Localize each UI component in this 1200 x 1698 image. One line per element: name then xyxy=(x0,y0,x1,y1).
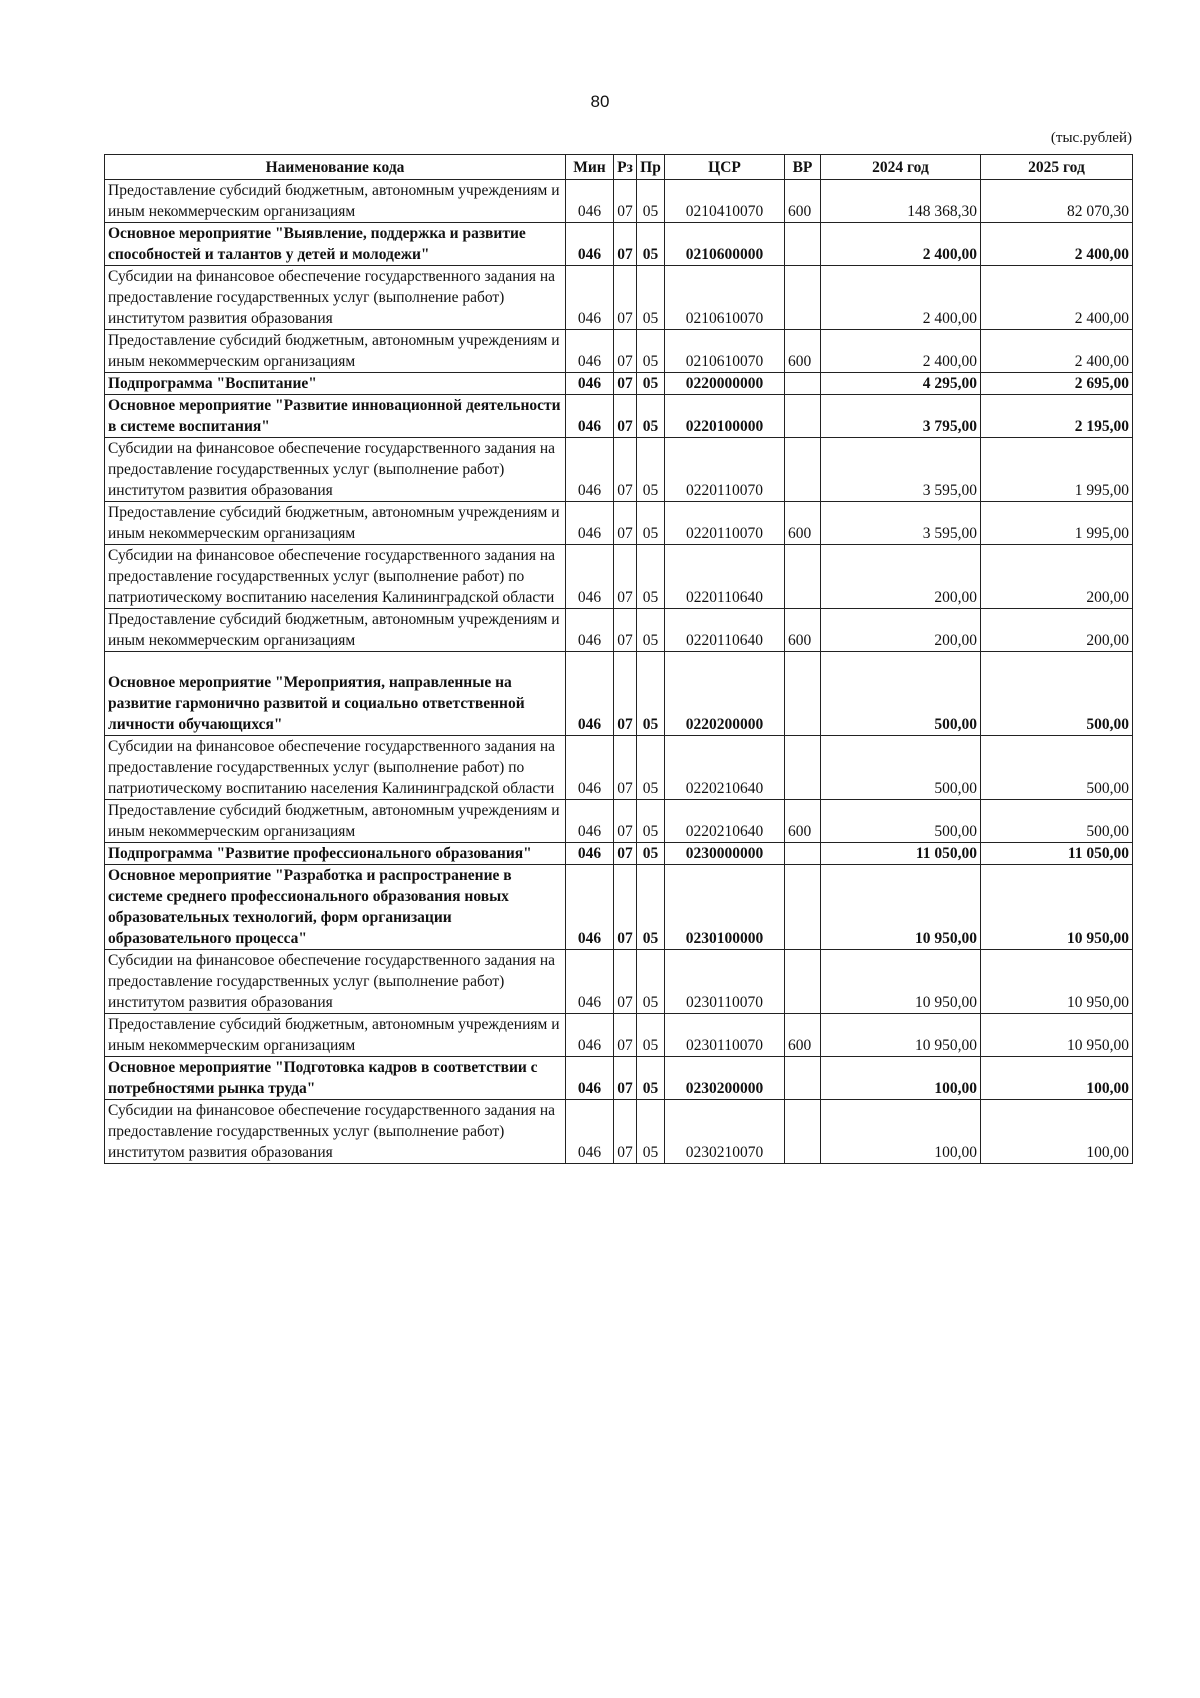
header-2025: 2025 год xyxy=(981,155,1133,180)
table-body xyxy=(105,180,1133,1164)
cell-rz: 07 xyxy=(614,438,637,502)
table-row xyxy=(105,438,1133,502)
table-row xyxy=(105,609,1133,652)
table-row xyxy=(105,843,1133,865)
cell-rz: 07 xyxy=(614,395,637,438)
cell-min: 046 xyxy=(566,330,614,373)
cell-2024: 11 050,00 xyxy=(821,843,981,865)
cell-name: Предоставление субсидий бюджетным, автономным учреждениям и иным некоммерческим организациям xyxy=(105,609,566,652)
cell-pr: 05 xyxy=(637,950,665,1014)
cell-name: Субсидии на финансовое обеспечение государственного задания на предоставление государственных услуг (выполнение работ) институтом развития образования xyxy=(105,950,566,1014)
cell-csr: 0210610070 xyxy=(665,266,785,330)
header-pr: Пр xyxy=(637,155,665,180)
cell-min: 046 xyxy=(566,373,614,395)
table-row xyxy=(105,545,1133,609)
cell-2024: 4 295,00 xyxy=(821,373,981,395)
cell-min: 046 xyxy=(566,843,614,865)
cell-min: 046 xyxy=(566,266,614,330)
cell-pr: 05 xyxy=(637,330,665,373)
cell-min: 046 xyxy=(566,1014,614,1057)
cell-pr: 05 xyxy=(637,800,665,843)
table-row xyxy=(105,950,1133,1014)
cell-name: Субсидии на финансовое обеспечение государственного задания на предоставление государственных услуг (выполнение работ) институтом развития образования xyxy=(105,1100,566,1164)
cell-csr: 0220110070 xyxy=(665,438,785,502)
cell-name: Субсидии на финансовое обеспечение государственного задания на предоставление государственных услуг (выполнение работ) институтом развития образования xyxy=(105,438,566,502)
cell-2024: 10 950,00 xyxy=(821,950,981,1014)
table-header-row xyxy=(105,155,1133,180)
cell-pr: 05 xyxy=(637,373,665,395)
cell-pr: 05 xyxy=(637,266,665,330)
cell-pr: 05 xyxy=(637,865,665,950)
cell-pr: 05 xyxy=(637,438,665,502)
cell-csr: 0210600000 xyxy=(665,223,785,266)
cell-name: Подпрограмма "Воспитание" xyxy=(105,373,566,395)
cell-2024: 2 400,00 xyxy=(821,330,981,373)
cell-csr: 0230110070 xyxy=(665,950,785,1014)
cell-vr: 600 xyxy=(785,609,821,652)
cell-rz: 07 xyxy=(614,1057,637,1100)
cell-min: 046 xyxy=(566,609,614,652)
cell-name: Субсидии на финансовое обеспечение государственного задания на предоставление государственных услуг (выполнение работ) институтом развития образования xyxy=(105,266,566,330)
table-row xyxy=(105,652,1133,736)
cell-2024: 500,00 xyxy=(821,736,981,800)
cell-name: Основное мероприятие "Выявление, поддержка и развитие способностей и талантов у детей и молодежи" xyxy=(105,223,566,266)
cell-2025: 10 950,00 xyxy=(981,1014,1133,1057)
cell-csr: 0230110070 xyxy=(665,1014,785,1057)
cell-rz: 07 xyxy=(614,865,637,950)
cell-name: Основное мероприятие "Подготовка кадров в соответствии с потребностями рынка труда" xyxy=(105,1057,566,1100)
cell-rz: 07 xyxy=(614,373,637,395)
cell-pr: 05 xyxy=(637,652,665,736)
header-rz: Рз xyxy=(614,155,637,180)
cell-csr: 0230210070 xyxy=(665,1100,785,1164)
cell-2024: 500,00 xyxy=(821,652,981,736)
cell-2024: 10 950,00 xyxy=(821,865,981,950)
table-row xyxy=(105,865,1133,950)
page-number: 80 xyxy=(590,92,610,111)
cell-name: Предоставление субсидий бюджетным, автономным учреждениям и иным некоммерческим организациям xyxy=(105,1014,566,1057)
table-row xyxy=(105,736,1133,800)
cell-2025: 2 695,00 xyxy=(981,373,1133,395)
cell-2025: 82 070,30 xyxy=(981,180,1133,223)
header-vr: ВР xyxy=(785,155,821,180)
cell-min: 046 xyxy=(566,800,614,843)
cell-csr: 0220110640 xyxy=(665,545,785,609)
cell-min: 046 xyxy=(566,652,614,736)
cell-min: 046 xyxy=(566,438,614,502)
cell-vr: 600 xyxy=(785,502,821,545)
cell-min: 046 xyxy=(566,223,614,266)
cell-pr: 05 xyxy=(637,502,665,545)
table-row xyxy=(105,223,1133,266)
cell-name: Предоставление субсидий бюджетным, автономным учреждениям и иным некоммерческим организациям xyxy=(105,330,566,373)
cell-2024: 2 400,00 xyxy=(821,223,981,266)
header-name: Наименование кода xyxy=(105,155,566,180)
cell-2025: 2 400,00 xyxy=(981,266,1133,330)
cell-csr: 0220200000 xyxy=(665,652,785,736)
cell-2025: 11 050,00 xyxy=(981,843,1133,865)
cell-2024: 100,00 xyxy=(821,1100,981,1164)
cell-2024: 3 595,00 xyxy=(821,502,981,545)
cell-pr: 05 xyxy=(637,180,665,223)
table-row xyxy=(105,266,1133,330)
cell-2024: 500,00 xyxy=(821,800,981,843)
cell-csr: 0220210640 xyxy=(665,800,785,843)
table-row xyxy=(105,1014,1133,1057)
cell-rz: 07 xyxy=(614,843,637,865)
cell-min: 046 xyxy=(566,865,614,950)
cell-rz: 07 xyxy=(614,950,637,1014)
cell-min: 046 xyxy=(566,545,614,609)
cell-vr xyxy=(785,223,821,266)
table-row xyxy=(105,1057,1133,1100)
cell-vr xyxy=(785,545,821,609)
cell-csr: 0230100000 xyxy=(665,865,785,950)
table-row xyxy=(105,180,1133,223)
cell-min: 046 xyxy=(566,1100,614,1164)
cell-2024: 3 595,00 xyxy=(821,438,981,502)
cell-2025: 200,00 xyxy=(981,545,1133,609)
header-2024: 2024 год xyxy=(821,155,981,180)
cell-2025: 10 950,00 xyxy=(981,865,1133,950)
cell-csr: 0220000000 xyxy=(665,373,785,395)
cell-2025: 500,00 xyxy=(981,800,1133,843)
cell-vr xyxy=(785,395,821,438)
header-csr: ЦСР xyxy=(665,155,785,180)
cell-csr: 0220100000 xyxy=(665,395,785,438)
cell-rz: 07 xyxy=(614,223,637,266)
cell-vr: 600 xyxy=(785,330,821,373)
cell-pr: 05 xyxy=(637,395,665,438)
cell-rz: 07 xyxy=(614,545,637,609)
cell-vr: 600 xyxy=(785,800,821,843)
table-row xyxy=(105,1100,1133,1164)
cell-rz: 07 xyxy=(614,502,637,545)
cell-2025: 500,00 xyxy=(981,652,1133,736)
cell-pr: 05 xyxy=(637,843,665,865)
cell-vr xyxy=(785,652,821,736)
cell-name: Основное мероприятие "Развитие инновационной деятельности в системе воспитания" xyxy=(105,395,566,438)
cell-vr xyxy=(785,950,821,1014)
cell-rz: 07 xyxy=(614,736,637,800)
cell-2025: 2 400,00 xyxy=(981,330,1133,373)
cell-2025: 200,00 xyxy=(981,609,1133,652)
cell-rz: 07 xyxy=(614,800,637,843)
cell-pr: 05 xyxy=(637,223,665,266)
cell-rz: 07 xyxy=(614,609,637,652)
table-row xyxy=(105,373,1133,395)
header-min: Мин xyxy=(566,155,614,180)
cell-csr: 0230000000 xyxy=(665,843,785,865)
table-row xyxy=(105,800,1133,843)
cell-rz: 07 xyxy=(614,330,637,373)
cell-2025: 100,00 xyxy=(981,1100,1133,1164)
cell-2025: 500,00 xyxy=(981,736,1133,800)
cell-min: 046 xyxy=(566,950,614,1014)
cell-2025: 1 995,00 xyxy=(981,438,1133,502)
cell-2025: 10 950,00 xyxy=(981,950,1133,1014)
cell-2025: 100,00 xyxy=(981,1057,1133,1100)
cell-2024: 100,00 xyxy=(821,1057,981,1100)
cell-min: 046 xyxy=(566,1057,614,1100)
cell-vr: 600 xyxy=(785,180,821,223)
cell-2024: 3 795,00 xyxy=(821,395,981,438)
cell-csr: 0220210640 xyxy=(665,736,785,800)
cell-csr: 0220110640 xyxy=(665,609,785,652)
cell-csr: 0220110070 xyxy=(665,502,785,545)
cell-min: 046 xyxy=(566,180,614,223)
cell-name: Субсидии на финансовое обеспечение государственного задания на предоставление государственных услуг (выполнение работ) по патриотическому воспитанию населения Калининградской области xyxy=(105,545,566,609)
cell-rz: 07 xyxy=(614,266,637,330)
cell-2024: 10 950,00 xyxy=(821,1014,981,1057)
cell-rz: 07 xyxy=(614,652,637,736)
cell-pr: 05 xyxy=(637,1014,665,1057)
table-row xyxy=(105,330,1133,373)
cell-pr: 05 xyxy=(637,609,665,652)
cell-2024: 200,00 xyxy=(821,545,981,609)
cell-rz: 07 xyxy=(614,1100,637,1164)
cell-name: Предоставление субсидий бюджетным, автономным учреждениям и иным некоммерческим организациям xyxy=(105,800,566,843)
table-row xyxy=(105,395,1133,438)
cell-2025: 2 195,00 xyxy=(981,395,1133,438)
cell-2024: 200,00 xyxy=(821,609,981,652)
cell-min: 046 xyxy=(566,395,614,438)
cell-pr: 05 xyxy=(637,1057,665,1100)
cell-vr xyxy=(785,373,821,395)
cell-name: Подпрограмма "Развитие профессионального образования" xyxy=(105,843,566,865)
cell-vr xyxy=(785,865,821,950)
cell-rz: 07 xyxy=(614,1014,637,1057)
cell-csr: 0210410070 xyxy=(665,180,785,223)
table-row xyxy=(105,502,1133,545)
cell-csr: 0230200000 xyxy=(665,1057,785,1100)
cell-pr: 05 xyxy=(637,545,665,609)
cell-csr: 0210610070 xyxy=(665,330,785,373)
cell-rz: 07 xyxy=(614,180,637,223)
cell-min: 046 xyxy=(566,736,614,800)
cell-min: 046 xyxy=(566,502,614,545)
cell-vr xyxy=(785,843,821,865)
cell-name: Основное мероприятие "Разработка и распространение в системе среднего профессионального образования новых образовательных технологий, форм организации образовательного процесса" xyxy=(105,865,566,950)
cell-vr xyxy=(785,266,821,330)
cell-2024: 2 400,00 xyxy=(821,266,981,330)
cell-name: Основное мероприятие "Мероприятия, направленные на развитие гармонично развитой и социально ответственной личности обучающихся" xyxy=(105,652,566,736)
cell-vr xyxy=(785,438,821,502)
cell-2025: 1 995,00 xyxy=(981,502,1133,545)
cell-name: Предоставление субсидий бюджетным, автономным учреждениям и иным некоммерческим организациям xyxy=(105,502,566,545)
cell-pr: 05 xyxy=(637,736,665,800)
cell-vr xyxy=(785,1100,821,1164)
cell-2024: 148 368,30 xyxy=(821,180,981,223)
budget-table xyxy=(104,154,1133,1164)
units-label: (тыс.рублей) xyxy=(1050,130,1132,146)
cell-pr: 05 xyxy=(637,1100,665,1164)
cell-vr xyxy=(785,1057,821,1100)
cell-vr: 600 xyxy=(785,1014,821,1057)
cell-vr xyxy=(785,736,821,800)
cell-2025: 2 400,00 xyxy=(981,223,1133,266)
cell-name: Субсидии на финансовое обеспечение государственного задания на предоставление государственных услуг (выполнение работ) по патриотическому воспитанию населения Калининградской области xyxy=(105,736,566,800)
cell-name: Предоставление субсидий бюджетным, автономным учреждениям и иным некоммерческим организациям xyxy=(105,180,566,223)
